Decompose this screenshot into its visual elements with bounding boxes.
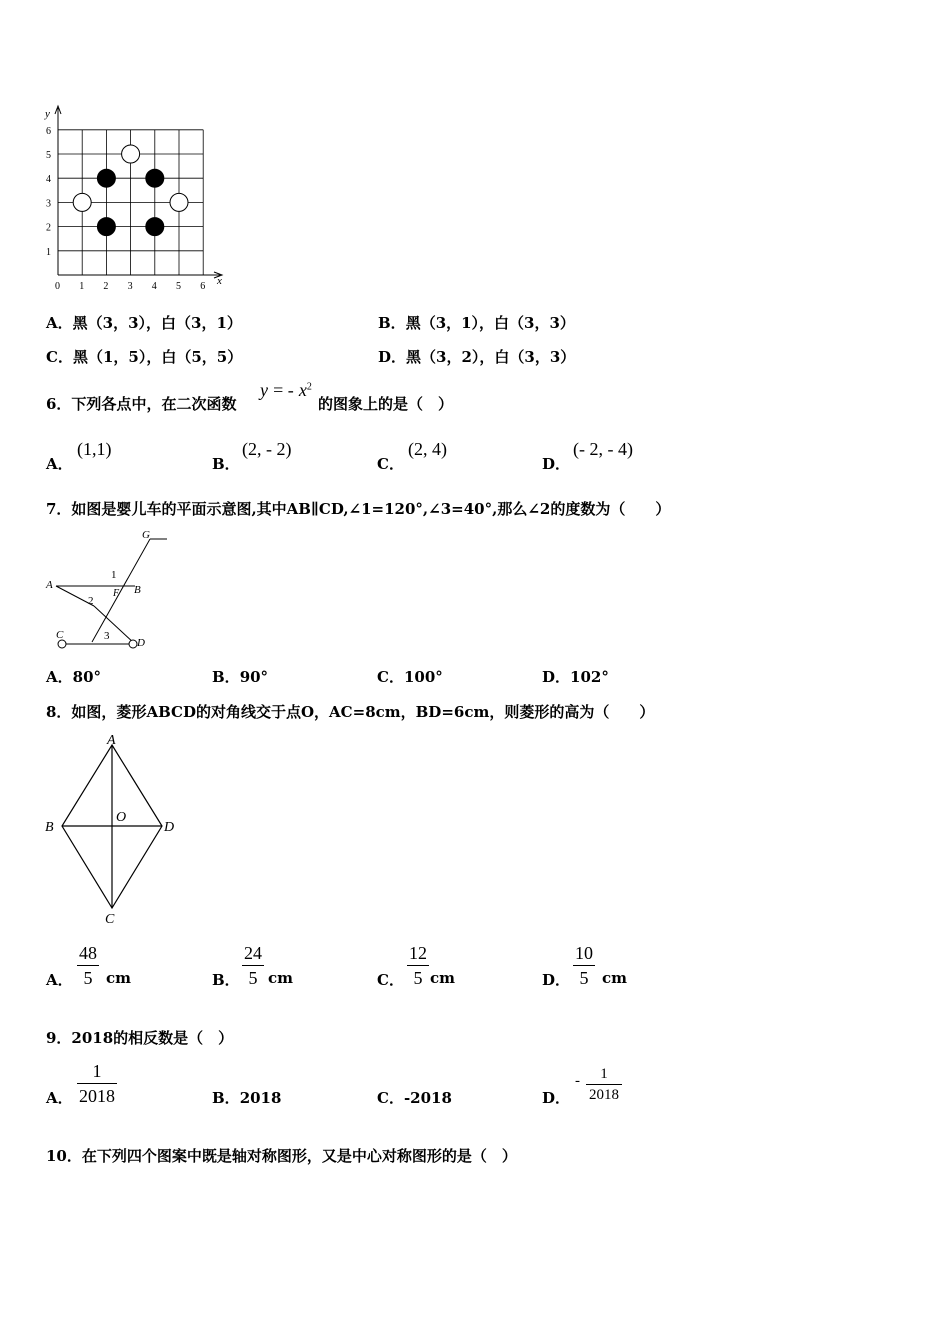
option-text: 2018	[239, 1089, 282, 1107]
black-stone	[146, 218, 164, 236]
label-c: C	[56, 629, 64, 641]
option-text: 黑（3，3），白（3，1）	[72, 314, 242, 332]
label-c: C	[105, 912, 115, 927]
angle-3: 3	[104, 630, 110, 642]
option-label: D．	[378, 348, 407, 366]
y-tick-label: 6	[46, 125, 51, 137]
label-f: F	[113, 588, 120, 599]
option-label: D．	[542, 668, 571, 686]
denominator: 2018	[589, 1087, 619, 1103]
q5-option-a[interactable]	[46, 312, 242, 333]
q9-option-c[interactable]	[377, 1087, 452, 1108]
numerator: 24	[244, 943, 262, 963]
q9-option-b[interactable]	[212, 1087, 281, 1108]
label-g: G	[142, 529, 150, 541]
white-stone	[73, 193, 91, 211]
q6-option-a[interactable]: A．	[46, 455, 73, 473]
x-tick-label: 4	[151, 281, 157, 292]
minus-sign: -	[575, 1073, 580, 1089]
axes	[55, 106, 222, 278]
q5-option-c[interactable]	[46, 346, 242, 367]
q9-option-d[interactable]: D．	[542, 1089, 571, 1107]
option-text: 90°	[239, 668, 269, 686]
q6-option-c-value: (2, 4)	[408, 439, 447, 459]
option-text: 黑（3，1），白（3，3）	[405, 314, 575, 332]
x-tick-label: 2	[103, 281, 109, 292]
y-tick-labels	[46, 126, 51, 258]
go-board-figure	[40, 100, 240, 295]
angle-1: 1	[111, 569, 117, 581]
q8-option-c[interactable]: C．	[377, 971, 404, 989]
q8-option-d-fraction	[573, 942, 595, 989]
denominator: 5	[83, 968, 93, 988]
option-text: 100°	[403, 668, 443, 686]
option-label: B．	[212, 668, 240, 686]
line-frame-to-d	[94, 606, 135, 644]
label-o: O	[116, 810, 127, 825]
q6-option-d-value: (- 2, - 4)	[573, 439, 633, 459]
label-a: A	[46, 579, 53, 591]
q9-prompt: 9．2018的相反数是（ ）	[46, 1029, 234, 1047]
black-stone	[97, 169, 115, 187]
label-b: B	[134, 584, 141, 596]
denominator: 2018	[79, 1086, 115, 1106]
q6-option-b-value: (2, - 2)	[242, 439, 292, 459]
x-tick-labels	[55, 281, 205, 292]
func-y: y	[260, 380, 268, 400]
q8-option-d[interactable]: D．	[542, 971, 571, 989]
q6-prompt-end: 的图象上的是（ ）	[318, 395, 454, 413]
option-label: C．	[377, 1089, 404, 1107]
y-axis-label: y	[45, 108, 50, 120]
black-stone	[97, 218, 115, 236]
q7-option-a[interactable]	[46, 666, 101, 687]
q5-option-d[interactable]	[378, 346, 575, 367]
angle-2: 2	[88, 595, 94, 607]
q8-option-a-fraction	[77, 942, 99, 989]
label-d: D	[164, 820, 175, 835]
label-a: A	[107, 733, 116, 748]
y-tick-label: 5	[46, 150, 51, 161]
x-tick-label: 6	[200, 281, 206, 292]
numerator: 1	[92, 1061, 102, 1081]
denominator: 5	[579, 968, 589, 988]
q7-option-b[interactable]	[212, 666, 268, 687]
q8-prompt: 8．如图，菱形ABCD的对角线交于点O，AC=8cm，BD=6cm，则菱形的高为（ ）	[46, 703, 655, 721]
x-tick-label: 1	[79, 281, 85, 292]
option-text: 黑（1，5），白（5，5）	[72, 348, 243, 366]
q6-function	[260, 380, 312, 401]
wheel-right	[129, 640, 137, 648]
option-text: -2018	[403, 1089, 452, 1107]
y-tick-label: 4	[46, 174, 51, 186]
white-stone	[122, 145, 140, 163]
option-text: 80°	[72, 668, 102, 686]
option-label: C．	[377, 668, 404, 686]
y-tick-label: 1	[46, 246, 51, 258]
option-text: 黑（3，2），白（3，3）	[406, 348, 576, 366]
numerator: 10	[575, 943, 593, 963]
unit: cm	[430, 969, 456, 987]
func-eq: = -	[273, 380, 294, 400]
rhombus-figure	[40, 730, 185, 930]
q10-prompt: 10．在下列四个图案中既是轴对称图形，又是中心对称图形的是（ ）	[46, 1147, 517, 1165]
option-label: C．	[46, 348, 73, 366]
q8-option-c-fraction	[407, 942, 429, 989]
black-stone	[146, 169, 164, 187]
numerator: 48	[79, 943, 97, 963]
q9-option-a[interactable]: A．	[46, 1089, 73, 1107]
numerator: 1	[600, 1066, 608, 1082]
wheel-left	[58, 640, 66, 648]
denominator: 5	[413, 968, 423, 988]
stroller-figure	[42, 524, 177, 654]
denominator: 5	[248, 968, 258, 988]
q9-option-d-fraction	[586, 1065, 622, 1104]
x-tick-label: 0	[55, 281, 60, 292]
func-exp: 2	[306, 381, 312, 393]
option-label: B．	[378, 314, 406, 332]
q5-option-b[interactable]	[378, 312, 575, 333]
q6-option-b[interactable]: B．	[212, 455, 240, 473]
q6-option-a-value: (1,1)	[77, 439, 112, 459]
q6-option-d[interactable]: D．	[542, 455, 571, 473]
y-tick-label: 2	[46, 222, 51, 234]
white-stone	[170, 193, 188, 211]
handle-rod	[92, 539, 150, 642]
option-label: B．	[212, 1089, 240, 1107]
q7-option-c[interactable]	[377, 666, 443, 687]
q8-option-b[interactable]: B．	[212, 971, 240, 989]
x-tick-label: 3	[127, 281, 133, 292]
unit: cm	[268, 969, 294, 987]
numerator: 12	[409, 943, 427, 963]
q6-option-c[interactable]: C．	[377, 455, 404, 473]
label-b: B	[45, 820, 54, 835]
x-tick-label: 5	[176, 281, 181, 292]
q8-option-a[interactable]: A．	[46, 971, 73, 989]
unit: cm	[106, 969, 132, 987]
func-x: x	[298, 380, 307, 400]
unit: cm	[602, 969, 628, 987]
x-axis-label: x	[217, 275, 222, 287]
q6-prompt-start: 6．下列各点中，在二次函数	[46, 395, 237, 413]
option-label: A．	[46, 668, 73, 686]
label-d: D	[137, 637, 145, 649]
q8-option-b-fraction	[242, 942, 264, 989]
q7-prompt: 7．如图是婴儿车的平面示意图,其中AB∥CD,∠1=120°,∠3=40°,那么∠2的度数为（ ）	[46, 500, 671, 518]
y-tick-label: 3	[46, 198, 51, 210]
option-text: 102°	[570, 668, 609, 686]
option-label: A．	[46, 314, 73, 332]
q7-option-d[interactable]	[542, 666, 609, 687]
q9-option-a-fraction	[77, 1060, 117, 1107]
